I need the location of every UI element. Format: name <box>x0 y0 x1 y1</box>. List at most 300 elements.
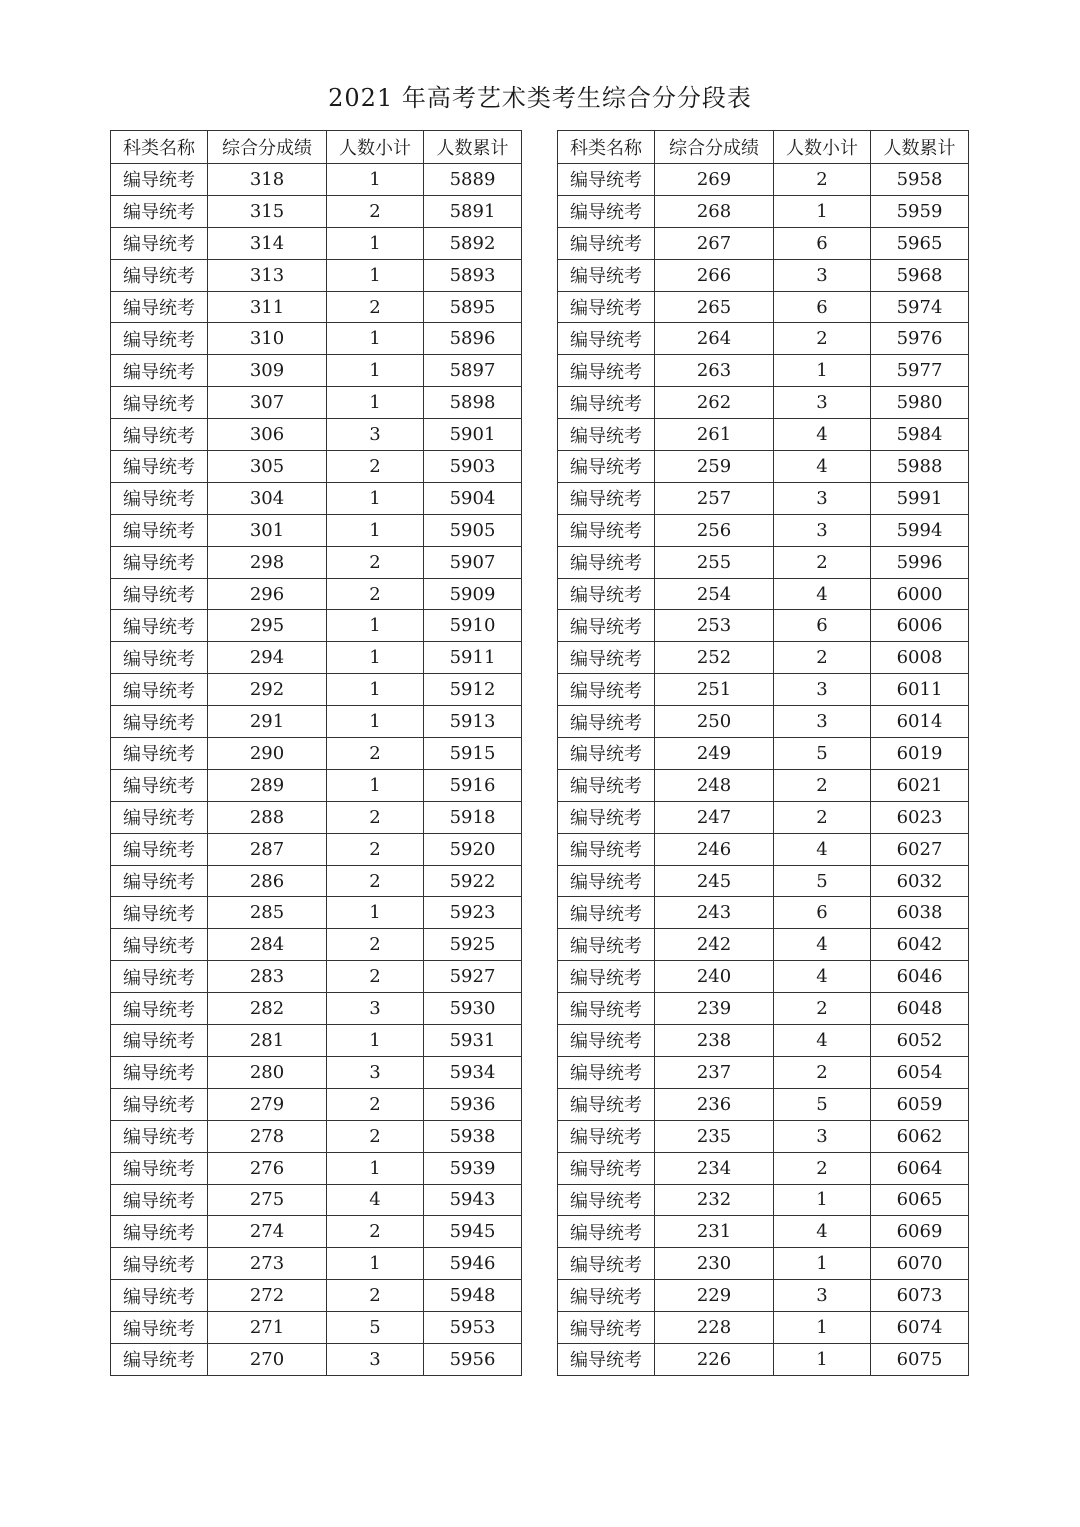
cell-score: 296 <box>208 578 327 610</box>
cell-count: 3 <box>774 482 871 514</box>
cell-cumulative: 5889 <box>424 164 522 196</box>
cell-score: 232 <box>655 1184 774 1216</box>
cell-count: 5 <box>327 1312 424 1344</box>
cell-count: 6 <box>774 227 871 259</box>
cell-score: 279 <box>208 1088 327 1120</box>
cell-score: 280 <box>208 1056 327 1088</box>
cell-cumulative: 5918 <box>424 801 522 833</box>
cell-count: 2 <box>327 195 424 227</box>
cell-cumulative: 6000 <box>871 578 969 610</box>
cell-count: 1 <box>327 355 424 387</box>
table-row <box>558 1120 969 1152</box>
cell-count: 2 <box>774 769 871 801</box>
cell-subject: 编导统考 <box>111 387 208 419</box>
table-row <box>111 355 522 387</box>
table-row <box>558 1280 969 1312</box>
cell-cumulative: 6014 <box>871 706 969 738</box>
cell-subject: 编导统考 <box>558 1280 655 1312</box>
cell-subject: 编导统考 <box>558 227 655 259</box>
cell-count: 4 <box>774 578 871 610</box>
cell-subject: 编导统考 <box>111 546 208 578</box>
table-row <box>558 801 969 833</box>
table-row <box>111 706 522 738</box>
cell-count: 3 <box>327 1056 424 1088</box>
cell-subject: 编导统考 <box>111 961 208 993</box>
cell-score: 286 <box>208 865 327 897</box>
table-row <box>111 291 522 323</box>
table-row <box>558 514 969 546</box>
cell-cumulative: 6038 <box>871 897 969 929</box>
cell-cumulative: 5938 <box>424 1120 522 1152</box>
table-row <box>111 1056 522 1088</box>
cell-score: 251 <box>655 674 774 706</box>
cell-cumulative: 6023 <box>871 801 969 833</box>
cell-count: 1 <box>327 897 424 929</box>
table-row <box>558 546 969 578</box>
table-row <box>111 546 522 578</box>
table-row <box>558 1248 969 1280</box>
table-row <box>111 1280 522 1312</box>
cell-subject: 编导统考 <box>558 1120 655 1152</box>
cell-count: 1 <box>327 514 424 546</box>
table-row <box>111 993 522 1025</box>
table-row <box>558 642 969 674</box>
cell-score: 257 <box>655 482 774 514</box>
cell-subject: 编导统考 <box>111 1056 208 1088</box>
cell-score: 314 <box>208 227 327 259</box>
cell-score: 226 <box>655 1343 774 1375</box>
cell-cumulative: 6070 <box>871 1248 969 1280</box>
cell-cumulative: 5976 <box>871 323 969 355</box>
table-body <box>111 164 522 1376</box>
cell-subject: 编导统考 <box>558 514 655 546</box>
cell-subject: 编导统考 <box>111 1248 208 1280</box>
cell-score: 229 <box>655 1280 774 1312</box>
cell-subject: 编导统考 <box>558 164 655 196</box>
cell-subject: 编导统考 <box>558 259 655 291</box>
cell-cumulative: 5898 <box>424 387 522 419</box>
cell-subject: 编导统考 <box>111 642 208 674</box>
cell-count: 2 <box>327 865 424 897</box>
cell-subject: 编导统考 <box>111 706 208 738</box>
cell-count: 1 <box>327 706 424 738</box>
cell-score: 285 <box>208 897 327 929</box>
cell-score: 270 <box>208 1343 327 1375</box>
cell-count: 2 <box>327 929 424 961</box>
cell-score: 298 <box>208 546 327 578</box>
cell-cumulative: 5946 <box>424 1248 522 1280</box>
cell-count: 1 <box>327 164 424 196</box>
cell-cumulative: 5925 <box>424 929 522 961</box>
cell-cumulative: 5939 <box>424 1152 522 1184</box>
table-row <box>558 1216 969 1248</box>
cell-cumulative: 5891 <box>424 195 522 227</box>
cell-score: 281 <box>208 1025 327 1057</box>
cell-score: 288 <box>208 801 327 833</box>
cell-count: 2 <box>327 1088 424 1120</box>
header-cumulative: 人数累计 <box>871 131 969 164</box>
cell-cumulative: 5910 <box>424 610 522 642</box>
cell-cumulative: 6065 <box>871 1184 969 1216</box>
cell-count: 5 <box>774 865 871 897</box>
cell-subject: 编导统考 <box>558 801 655 833</box>
table-row <box>558 451 969 483</box>
cell-subject: 编导统考 <box>111 993 208 1025</box>
cell-count: 2 <box>774 1056 871 1088</box>
table-row <box>558 929 969 961</box>
cell-subject: 编导统考 <box>111 1088 208 1120</box>
table-row <box>558 578 969 610</box>
cell-score: 310 <box>208 323 327 355</box>
cell-subject: 编导统考 <box>558 291 655 323</box>
score-table-right <box>557 130 969 1376</box>
table-row <box>111 482 522 514</box>
cell-cumulative: 5959 <box>871 195 969 227</box>
cell-subject: 编导统考 <box>558 546 655 578</box>
cell-subject: 编导统考 <box>558 323 655 355</box>
cell-score: 228 <box>655 1312 774 1344</box>
header-score: 综合分成绩 <box>208 131 327 164</box>
cell-subject: 编导统考 <box>111 578 208 610</box>
cell-subject: 编导统考 <box>558 929 655 961</box>
cell-score: 272 <box>208 1280 327 1312</box>
cell-cumulative: 5991 <box>871 482 969 514</box>
cell-cumulative: 6006 <box>871 610 969 642</box>
cell-score: 284 <box>208 929 327 961</box>
cell-score: 273 <box>208 1248 327 1280</box>
cell-score: 237 <box>655 1056 774 1088</box>
cell-count: 2 <box>327 1280 424 1312</box>
cell-cumulative: 6064 <box>871 1152 969 1184</box>
cell-subject: 编导统考 <box>558 195 655 227</box>
cell-score: 318 <box>208 164 327 196</box>
cell-count: 1 <box>327 769 424 801</box>
table-row <box>111 1312 522 1344</box>
table-row <box>111 1088 522 1120</box>
table-row <box>558 355 969 387</box>
cell-count: 2 <box>327 451 424 483</box>
table-row <box>111 451 522 483</box>
cell-score: 294 <box>208 642 327 674</box>
cell-subject: 编导统考 <box>111 1152 208 1184</box>
cell-cumulative: 5945 <box>424 1216 522 1248</box>
score-table-left <box>110 130 522 1376</box>
cell-subject: 编导统考 <box>111 323 208 355</box>
table-row <box>111 897 522 929</box>
cell-count: 2 <box>327 961 424 993</box>
cell-count: 2 <box>774 164 871 196</box>
cell-subject: 编导统考 <box>558 674 655 706</box>
cell-count: 1 <box>327 610 424 642</box>
cell-subject: 编导统考 <box>558 355 655 387</box>
cell-subject: 编导统考 <box>558 738 655 770</box>
cell-score: 275 <box>208 1184 327 1216</box>
cell-cumulative: 6046 <box>871 961 969 993</box>
cell-subject: 编导统考 <box>558 610 655 642</box>
cell-cumulative: 5956 <box>424 1343 522 1375</box>
cell-cumulative: 5930 <box>424 993 522 1025</box>
table-row <box>111 514 522 546</box>
table-row <box>558 1056 969 1088</box>
cell-subject: 编导统考 <box>558 1248 655 1280</box>
cell-score: 292 <box>208 674 327 706</box>
table-row <box>558 897 969 929</box>
cell-cumulative: 5980 <box>871 387 969 419</box>
cell-subject: 编导统考 <box>558 706 655 738</box>
cell-count: 2 <box>774 642 871 674</box>
cell-count: 1 <box>774 1343 871 1375</box>
table-row <box>558 738 969 770</box>
cell-count: 2 <box>327 1120 424 1152</box>
cell-cumulative: 5911 <box>424 642 522 674</box>
table-row <box>111 227 522 259</box>
cell-subject: 编导统考 <box>558 961 655 993</box>
table-row <box>558 164 969 196</box>
table-row <box>558 706 969 738</box>
cell-cumulative: 5903 <box>424 451 522 483</box>
cell-count: 1 <box>327 1152 424 1184</box>
cell-count: 2 <box>774 1152 871 1184</box>
cell-score: 309 <box>208 355 327 387</box>
cell-subject: 编导统考 <box>111 833 208 865</box>
cell-count: 3 <box>774 1280 871 1312</box>
cell-cumulative: 5923 <box>424 897 522 929</box>
cell-count: 3 <box>774 706 871 738</box>
cell-score: 268 <box>655 195 774 227</box>
table-row <box>558 993 969 1025</box>
cell-count: 2 <box>327 738 424 770</box>
cell-count: 3 <box>774 514 871 546</box>
cell-subject: 编导统考 <box>111 769 208 801</box>
table-row <box>111 259 522 291</box>
table-row <box>558 833 969 865</box>
cell-cumulative: 6019 <box>871 738 969 770</box>
header-subject: 科类名称 <box>111 131 208 164</box>
cell-cumulative: 6075 <box>871 1343 969 1375</box>
header-subject: 科类名称 <box>558 131 655 164</box>
cell-score: 234 <box>655 1152 774 1184</box>
cell-score: 249 <box>655 738 774 770</box>
cell-count: 1 <box>327 227 424 259</box>
cell-count: 6 <box>774 610 871 642</box>
cell-cumulative: 6062 <box>871 1120 969 1152</box>
cell-score: 271 <box>208 1312 327 1344</box>
cell-score: 246 <box>655 833 774 865</box>
cell-score: 235 <box>655 1120 774 1152</box>
cell-count: 3 <box>774 259 871 291</box>
table-row <box>558 387 969 419</box>
table-row <box>558 610 969 642</box>
cell-subject: 编导统考 <box>111 1120 208 1152</box>
cell-cumulative: 6074 <box>871 1312 969 1344</box>
cell-cumulative: 5965 <box>871 227 969 259</box>
cell-cumulative: 5968 <box>871 259 969 291</box>
cell-count: 3 <box>774 1120 871 1152</box>
cell-subject: 编导统考 <box>111 865 208 897</box>
cell-score: 250 <box>655 706 774 738</box>
cell-cumulative: 6069 <box>871 1216 969 1248</box>
cell-score: 283 <box>208 961 327 993</box>
table-row <box>111 195 522 227</box>
cell-cumulative: 5915 <box>424 738 522 770</box>
cell-subject: 编导统考 <box>558 419 655 451</box>
cell-cumulative: 5893 <box>424 259 522 291</box>
table-row <box>111 1343 522 1375</box>
cell-score: 301 <box>208 514 327 546</box>
cell-cumulative: 5909 <box>424 578 522 610</box>
table-row <box>558 419 969 451</box>
cell-subject: 编导统考 <box>558 1184 655 1216</box>
cell-cumulative: 5984 <box>871 419 969 451</box>
cell-subject: 编导统考 <box>111 227 208 259</box>
page-title: 2021 年高考艺术类考生综合分分段表 <box>328 84 752 112</box>
cell-count: 2 <box>327 1216 424 1248</box>
cell-subject: 编导统考 <box>111 1025 208 1057</box>
cell-count: 4 <box>774 961 871 993</box>
cell-subject: 编导统考 <box>111 482 208 514</box>
table-row <box>111 1120 522 1152</box>
cell-cumulative: 5895 <box>424 291 522 323</box>
table-row <box>558 1184 969 1216</box>
cell-score: 230 <box>655 1248 774 1280</box>
cell-subject: 编导统考 <box>111 738 208 770</box>
table-header <box>111 131 522 164</box>
cell-subject: 编导统考 <box>111 1184 208 1216</box>
cell-score: 238 <box>655 1025 774 1057</box>
table-row <box>558 259 969 291</box>
cell-subject: 编导统考 <box>558 482 655 514</box>
cell-score: 311 <box>208 291 327 323</box>
cell-subject: 编导统考 <box>558 451 655 483</box>
cell-count: 1 <box>327 259 424 291</box>
cell-subject: 编导统考 <box>558 1343 655 1375</box>
cell-score: 247 <box>655 801 774 833</box>
cell-score: 262 <box>655 387 774 419</box>
cell-cumulative: 6042 <box>871 929 969 961</box>
cell-count: 3 <box>327 1343 424 1375</box>
cell-score: 252 <box>655 642 774 674</box>
cell-count: 3 <box>327 993 424 1025</box>
cell-score: 236 <box>655 1088 774 1120</box>
cell-count: 4 <box>774 419 871 451</box>
cell-score: 245 <box>655 865 774 897</box>
cell-count: 3 <box>327 419 424 451</box>
cell-cumulative: 6048 <box>871 993 969 1025</box>
cell-count: 4 <box>774 1216 871 1248</box>
cell-cumulative: 5912 <box>424 674 522 706</box>
cell-score: 265 <box>655 291 774 323</box>
cell-count: 2 <box>327 833 424 865</box>
table-row <box>111 801 522 833</box>
cell-score: 274 <box>208 1216 327 1248</box>
cell-score: 282 <box>208 993 327 1025</box>
cell-count: 1 <box>327 1248 424 1280</box>
cell-count: 5 <box>774 1088 871 1120</box>
cell-count: 5 <box>774 738 871 770</box>
cell-score: 289 <box>208 769 327 801</box>
cell-cumulative: 6054 <box>871 1056 969 1088</box>
cell-count: 4 <box>774 1025 871 1057</box>
cell-cumulative: 5892 <box>424 227 522 259</box>
cell-subject: 编导统考 <box>558 1056 655 1088</box>
cell-count: 1 <box>774 1312 871 1344</box>
cell-cumulative: 5994 <box>871 514 969 546</box>
cell-cumulative: 5922 <box>424 865 522 897</box>
table-row <box>111 833 522 865</box>
cell-score: 291 <box>208 706 327 738</box>
table-row <box>558 1312 969 1344</box>
cell-cumulative: 5943 <box>424 1184 522 1216</box>
cell-cumulative: 5948 <box>424 1280 522 1312</box>
table-row <box>558 195 969 227</box>
cell-score: 276 <box>208 1152 327 1184</box>
cell-score: 269 <box>655 164 774 196</box>
cell-subject: 编导统考 <box>111 195 208 227</box>
cell-count: 2 <box>774 546 871 578</box>
cell-cumulative: 5897 <box>424 355 522 387</box>
cell-cumulative: 6011 <box>871 674 969 706</box>
cell-cumulative: 5974 <box>871 291 969 323</box>
cell-subject: 编导统考 <box>558 578 655 610</box>
cell-cumulative: 5953 <box>424 1312 522 1344</box>
cell-cumulative: 5958 <box>871 164 969 196</box>
table-row <box>558 865 969 897</box>
cell-subject: 编导统考 <box>111 897 208 929</box>
cell-count: 2 <box>327 578 424 610</box>
cell-score: 255 <box>655 546 774 578</box>
cell-score: 253 <box>655 610 774 642</box>
table-row <box>111 164 522 196</box>
table-row <box>111 929 522 961</box>
cell-cumulative: 6008 <box>871 642 969 674</box>
cell-count: 2 <box>327 291 424 323</box>
table-row <box>558 1025 969 1057</box>
cell-subject: 编导统考 <box>111 610 208 642</box>
cell-subject: 编导统考 <box>111 355 208 387</box>
cell-subject: 编导统考 <box>111 419 208 451</box>
table-row <box>111 1184 522 1216</box>
cell-score: 248 <box>655 769 774 801</box>
table-row <box>111 1152 522 1184</box>
cell-count: 1 <box>774 195 871 227</box>
table-row <box>111 419 522 451</box>
cell-subject: 编导统考 <box>558 1152 655 1184</box>
cell-cumulative: 5977 <box>871 355 969 387</box>
cell-count: 1 <box>327 642 424 674</box>
cell-count: 1 <box>327 674 424 706</box>
table-row <box>111 769 522 801</box>
cell-cumulative: 6052 <box>871 1025 969 1057</box>
cell-cumulative: 5996 <box>871 546 969 578</box>
table-row <box>558 1088 969 1120</box>
table-row <box>111 1248 522 1280</box>
header-cumulative: 人数累计 <box>424 131 522 164</box>
table-row <box>111 1216 522 1248</box>
cell-subject: 编导统考 <box>111 1280 208 1312</box>
cell-count: 2 <box>774 801 871 833</box>
table-row <box>558 291 969 323</box>
cell-subject: 编导统考 <box>558 1088 655 1120</box>
cell-subject: 编导统考 <box>111 259 208 291</box>
cell-count: 3 <box>774 387 871 419</box>
cell-cumulative: 5927 <box>424 961 522 993</box>
cell-score: 305 <box>208 451 327 483</box>
table-row <box>111 865 522 897</box>
table-row <box>111 610 522 642</box>
cell-score: 307 <box>208 387 327 419</box>
cell-cumulative: 6073 <box>871 1280 969 1312</box>
cell-score: 259 <box>655 451 774 483</box>
